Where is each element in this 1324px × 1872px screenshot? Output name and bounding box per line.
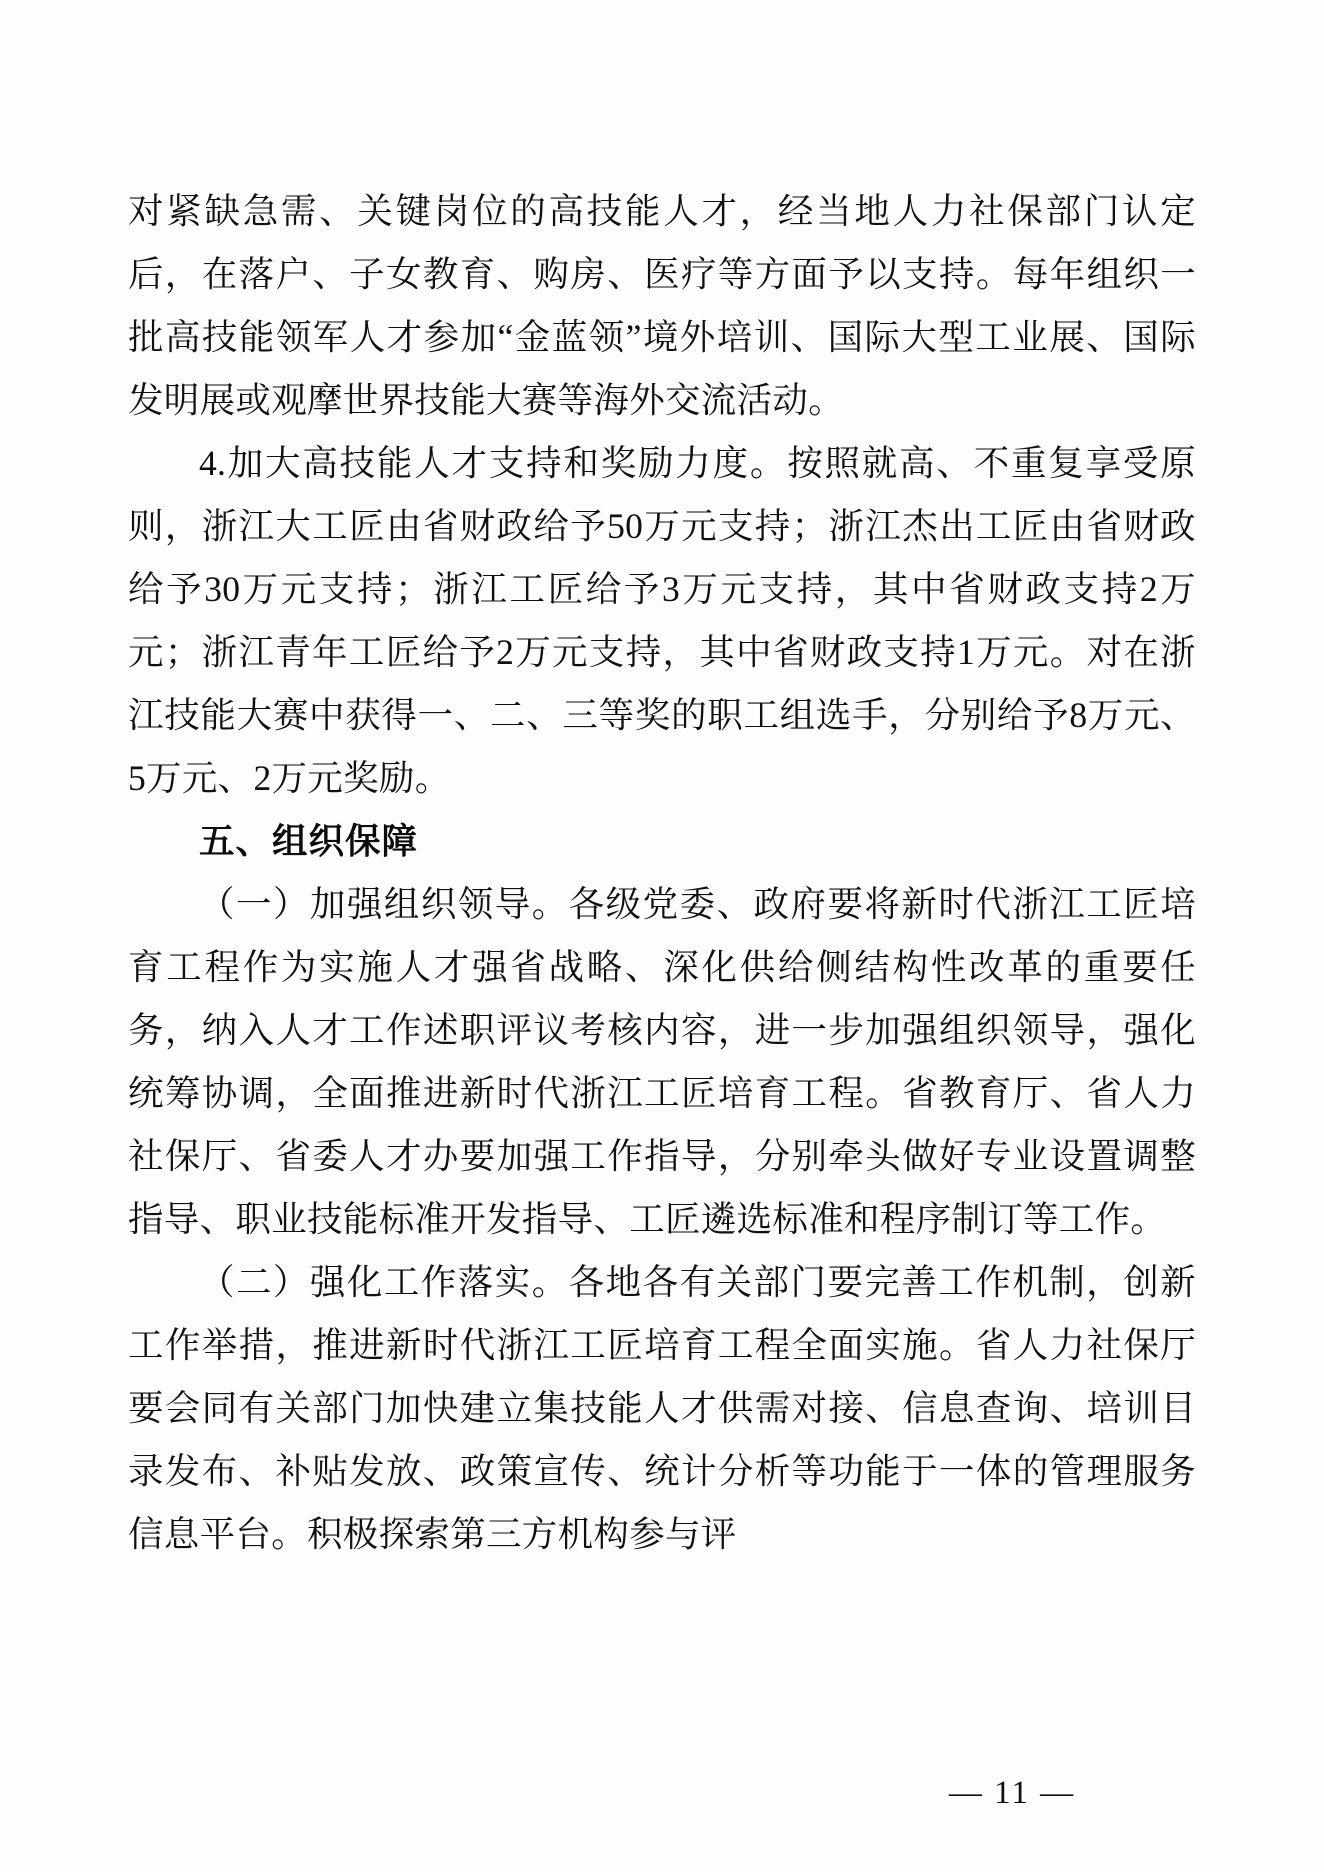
paragraph-subsection-one: （一）加强组织领导。各级党委、政府要将新时代浙江工匠培育工程作为实施人才强省战略、深化供给侧结构性改革的重要任务，纳入人才工作述职评议考核内容，进一步加强组织领导，强化统筹协调，全面推进新时代浙江工匠培育工程。省教育厅、省人力社保厅、省委人才办要加强工作指导，分别牵头做好专业设置调整指导、职业技能标准开发指导、工匠遴选标准和程序制订等工作。 (128, 884, 1196, 1239)
page-number: — 11 — (948, 1775, 1076, 1811)
paragraph-continued: 对紧缺急需、关键岗位的高技能人才，经当地人力社保部门认定后，在落户、子女教育、购房、医疗等方面予以支持。每年组织一批高技能领军人才参加“金蓝领”境外培训、国际大型工业展、国际发明展或观摩世界技能大赛等海外交流活动。 (128, 191, 1196, 420)
document-body (128, 180, 1196, 1566)
section-heading-five: 五、组织保障 (199, 821, 419, 861)
paragraph-subsection-two: （二）强化工作落实。各地各有关部门要完善工作机制，创新工作举措，推进新时代浙江工匠培育工程全面实施。省人力社保厅要会同有关部门加快建立集技能人才供需对接、信息查询、培训目录发布、补贴发放、政策宣传、统计分析等功能于一体的管理服务信息平台。积极探索第三方机构参与评 (128, 1262, 1196, 1554)
page-footer (0, 1775, 1324, 1812)
paragraph-item-4: 4.加大高技能人才支持和奖励力度。按照就高、不重复享受原则，浙江大工匠由省财政给予50万元支持；浙江杰出工匠由省财政给予30万元支持；浙江工匠给予3万元支持，其中省财政支持2万元；浙江青年工匠给予2万元支持，其中省财政支持1万元。对在浙江技能大赛中获得一、二、三等奖的职工组选手，分别给予8万元、5万元、2万元奖励。 (128, 443, 1196, 798)
